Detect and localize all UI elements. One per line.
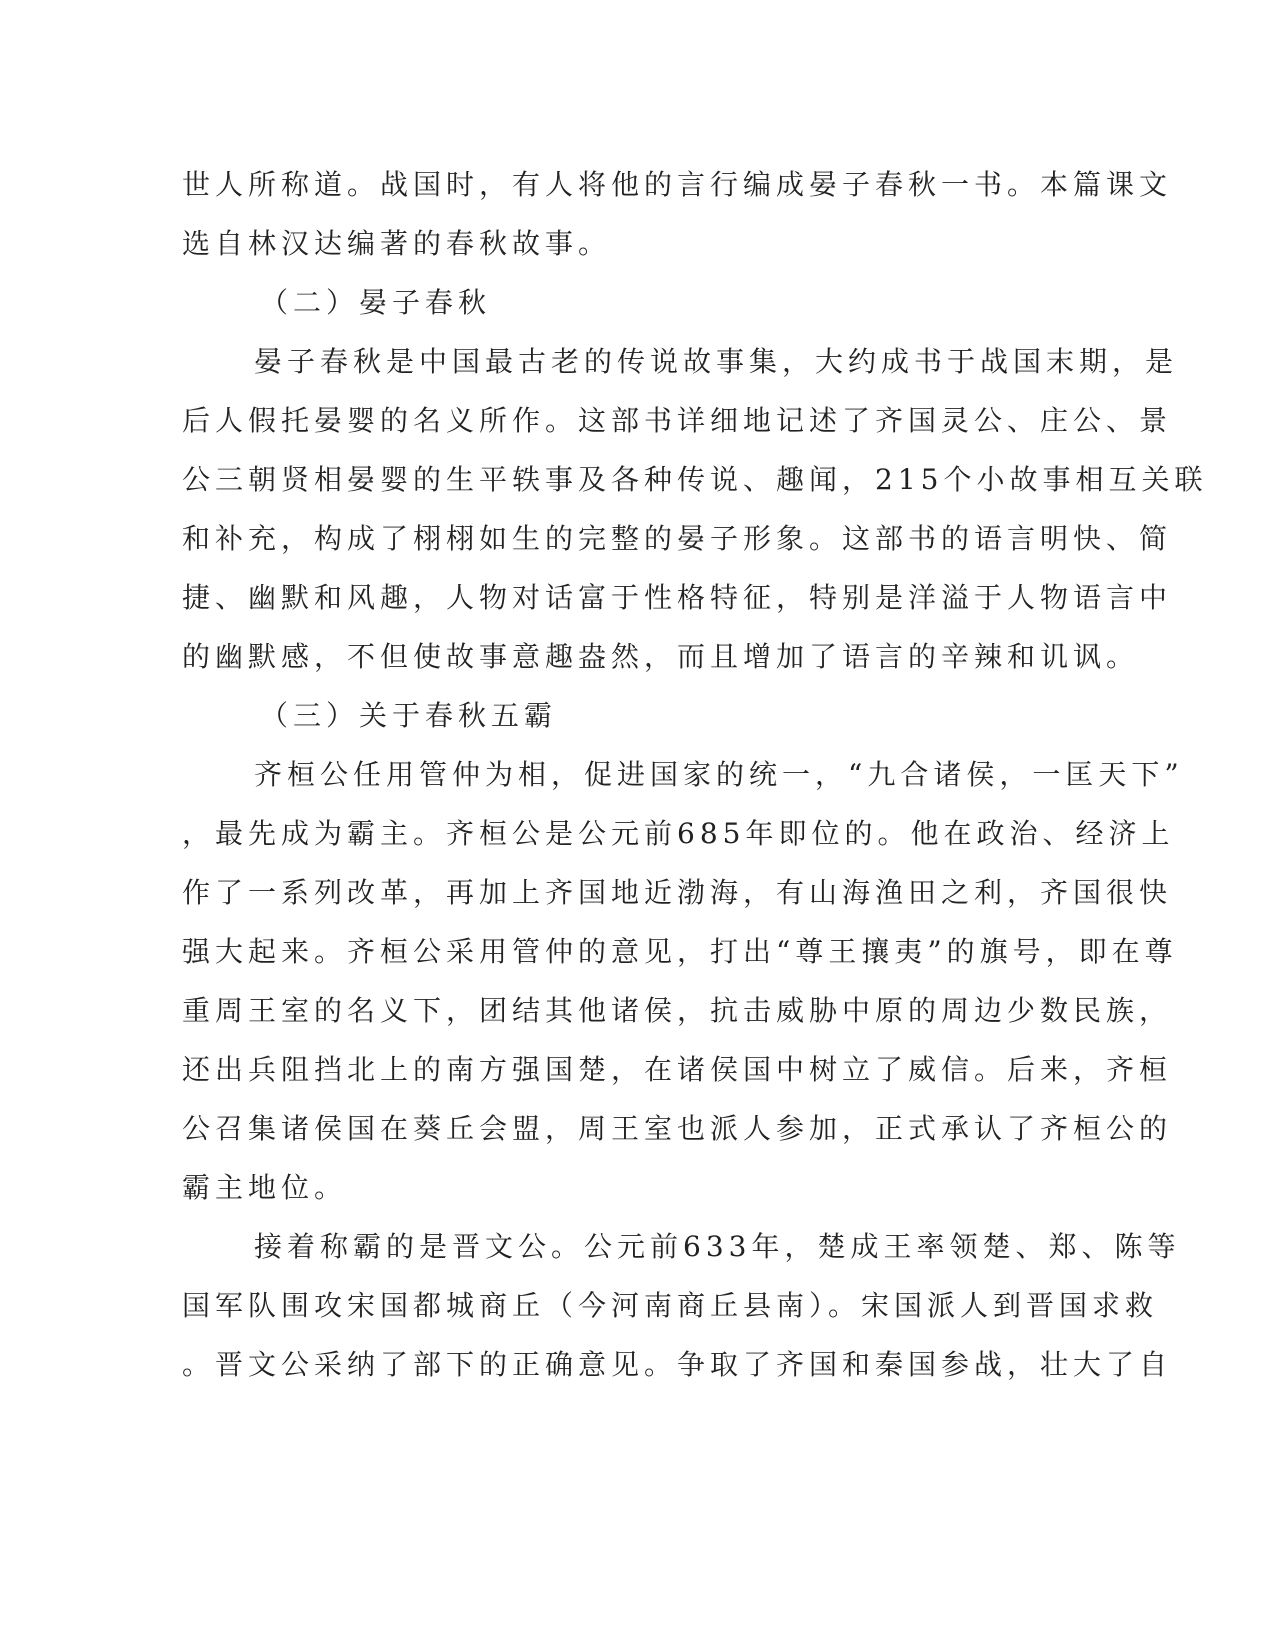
body-text [182,155,1208,1394]
text-line: 世人所称道。战国时，有人将他的言行编成晏子春秋一书。本篇课文 [182,168,1173,201]
text-line: 和补充，构成了栩栩如生的完整的晏子形象。这部书的语言明快、简 [182,522,1173,555]
text-line: 。晋文公采纳了部下的正确意见。争取了齐国和秦国参战，壮大了自 [182,1348,1173,1381]
text-line: 捷、幽默和风趣，人物对话富于性格特征，特别是洋溢于人物语言中 [182,581,1173,614]
text-line: 还出兵阻挡北上的南方强国楚，在诸侯国中树立了威信。后来，齐桓 [182,1053,1173,1086]
section-heading: （二）晏子春秋 [260,286,492,319]
text-line: 公三朝贤相晏婴的生平轶事及各种传说、趣闻，215个小故事相互关联 [182,463,1208,496]
text-line: 强大起来。齐桓公采用管仲的意见，打出“尊王攘夷”的旗号，即在尊 [182,935,1178,968]
text-line: 晏子春秋是中国最古老的传说故事集，大约成书于战国末期，是 [254,345,1179,378]
text-line: 选自林汉达编著的春秋故事。 [182,227,612,260]
section-heading: （三）关于春秋五霸 [260,699,558,732]
text-line: 齐桓公任用管仲为相，促进国家的统一，“九合诸侯，一匡天下” [254,758,1184,791]
text-line: 作了一系列改革，再加上齐国地近渤海，有山海渔田之利，齐国很快 [182,876,1173,909]
text-line: 国军队围攻宋国都城商丘（今河南商丘县南）。宋国派人到晋国求救 [182,1289,1159,1322]
text-line: ，最先成为霸主。齐桓公是公元前685年即位的。他在政治、经济上 [182,817,1175,850]
text-line: 接着称霸的是晋文公。公元前633年，楚成王率领楚、郑、陈等 [254,1230,1181,1263]
text-line: 霸主地位。 [182,1171,348,1204]
text-line: 公召集诸侯国在葵丘会盟，周王室也派人参加，正式承认了齐桓公的 [182,1112,1173,1145]
text-line: 重周王室的名义下，团结其他诸侯，抗击威胁中原的周边少数民族， [182,994,1173,1027]
text-line: 后人假托晏婴的名义所作。这部书详细地记述了齐国灵公、庄公、景 [182,404,1173,437]
text-line: 的幽默感，不但使故事意趣盎然，而且增加了语言的辛辣和讥讽。 [182,640,1140,673]
